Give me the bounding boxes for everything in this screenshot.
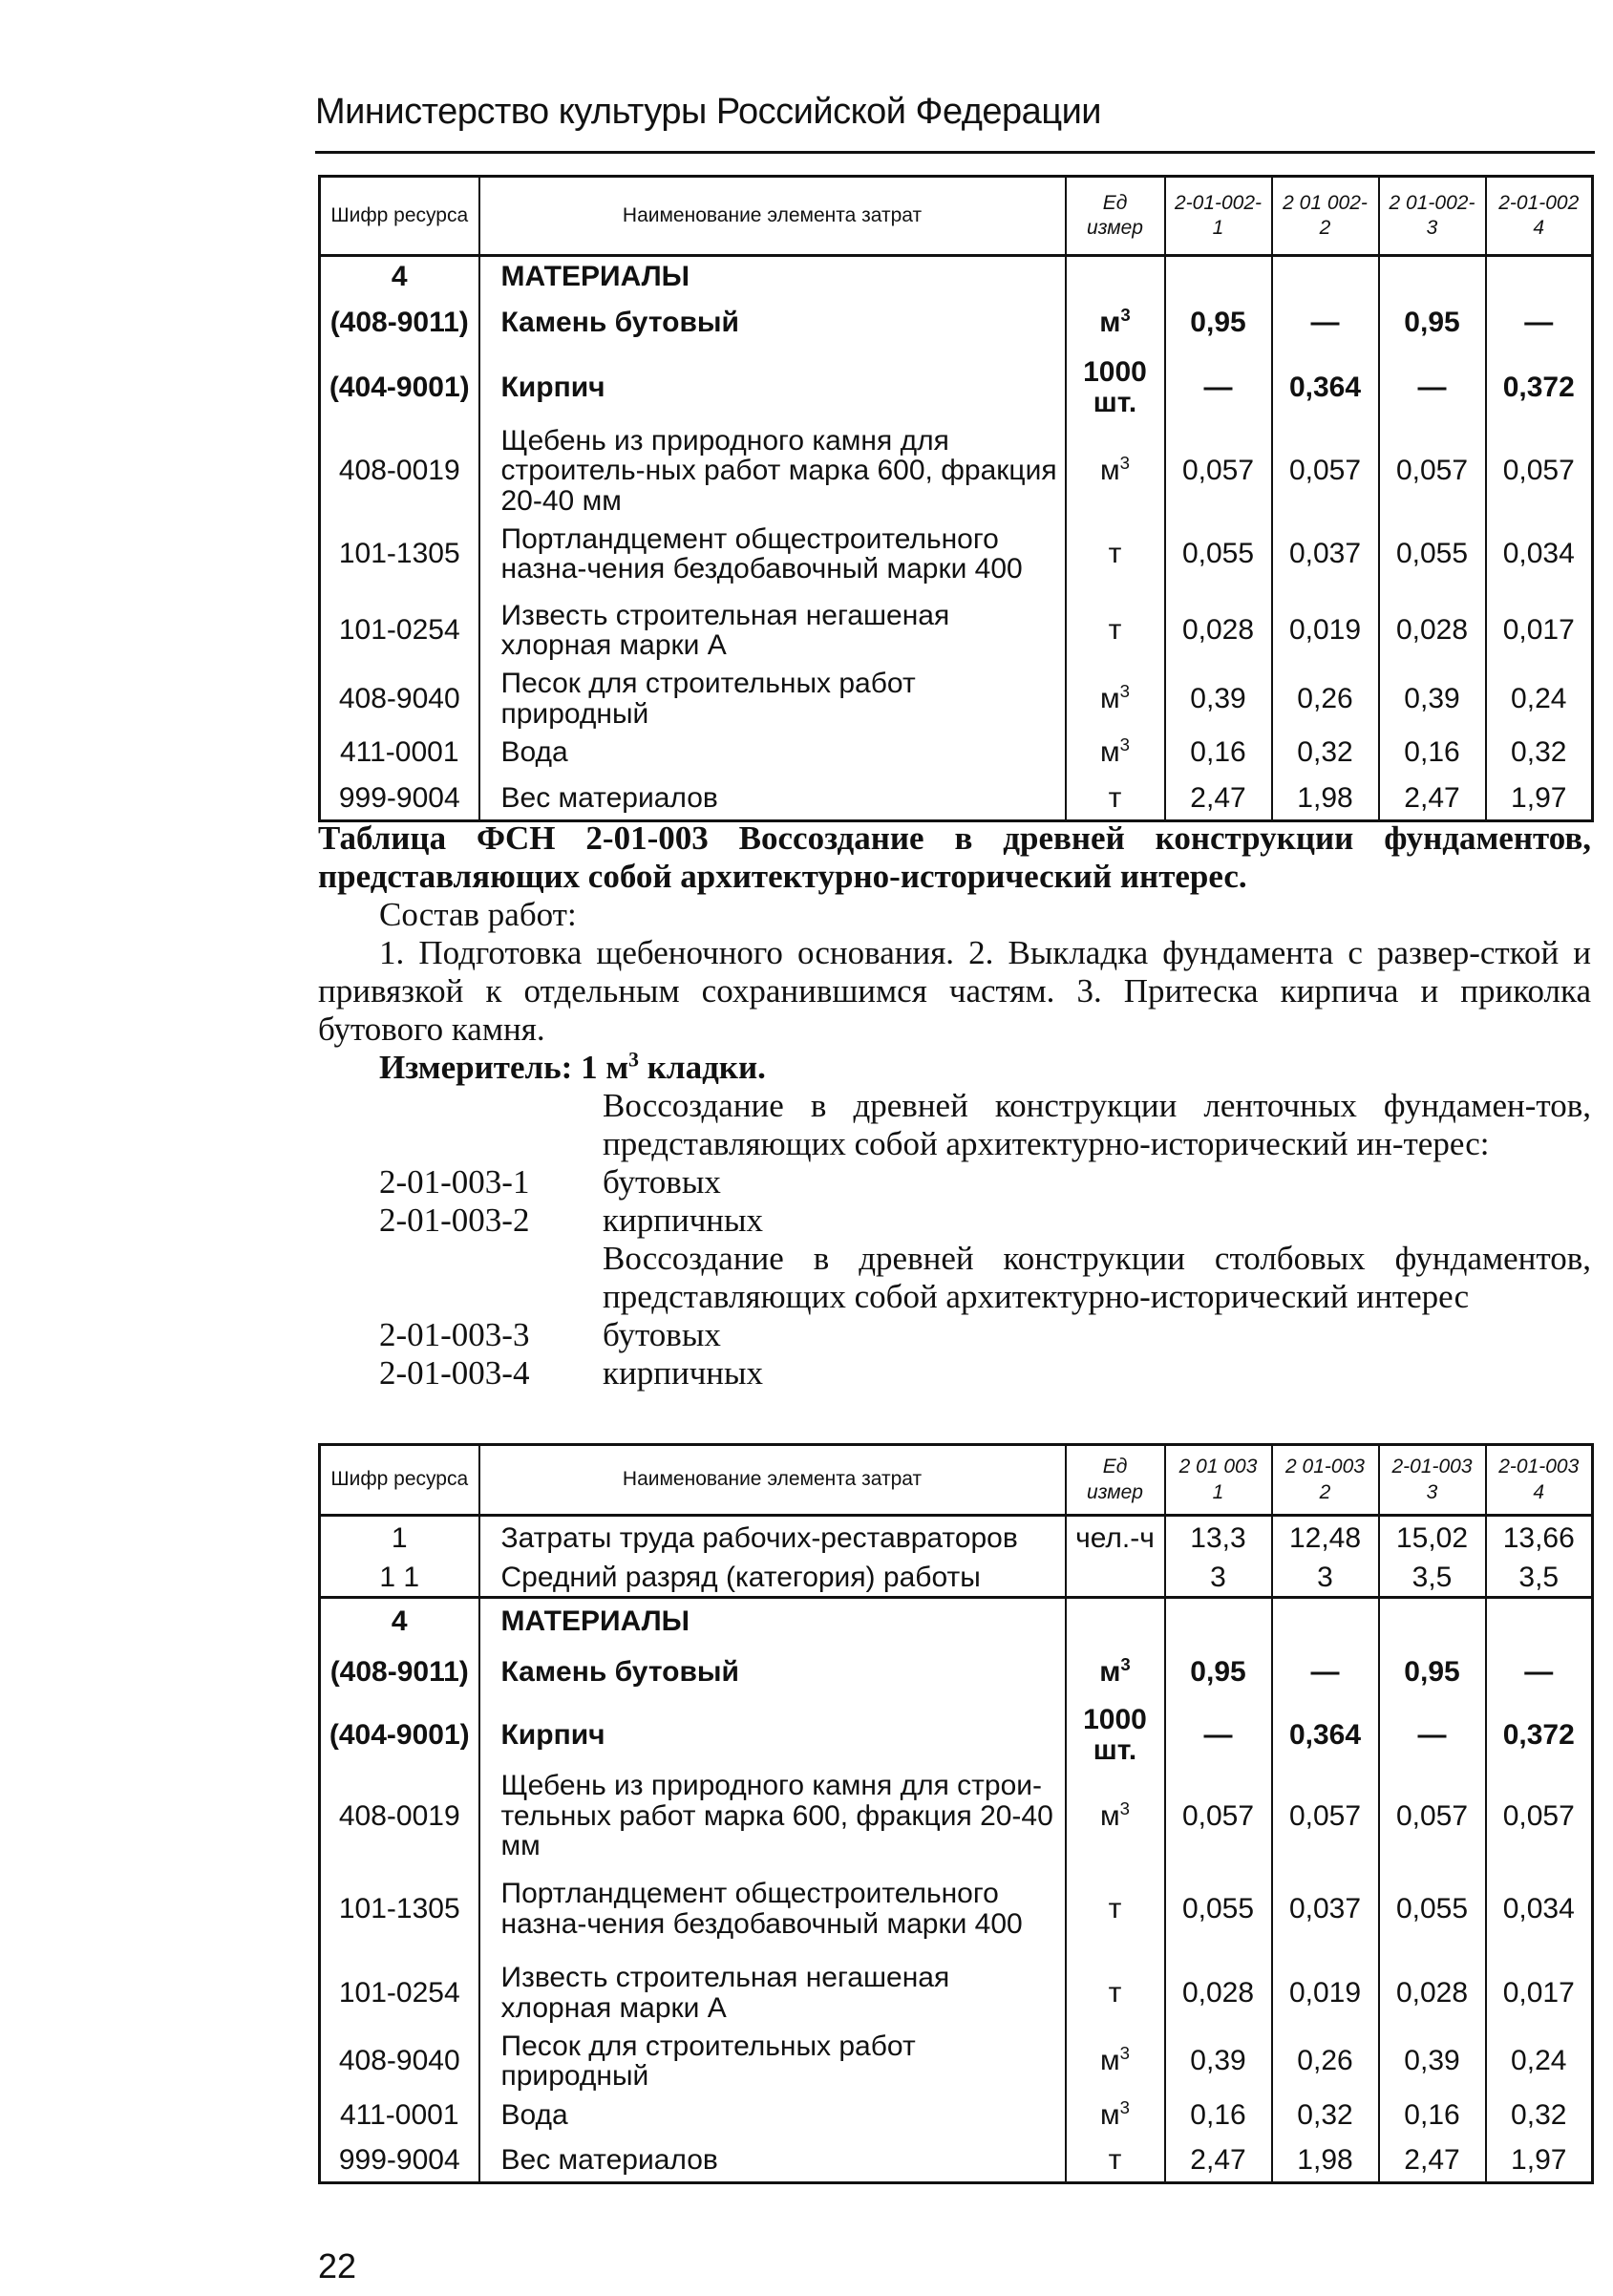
value-col-1: 0,055 <box>1165 516 1272 592</box>
value-col-1: 0,16 <box>1165 729 1272 776</box>
value-col-1: 0,057 <box>1165 1770 1272 1863</box>
resource-unit <box>1066 350 1165 426</box>
resource-name: Вес материалов <box>479 2139 1066 2183</box>
section-title-line1 <box>318 819 1591 858</box>
resource-code: 1 1 <box>320 1560 479 1598</box>
group2-item-label: бутовых <box>603 1316 721 1353</box>
table1-body <box>320 256 1593 821</box>
table-row <box>320 1863 1593 1955</box>
table-row <box>320 296 1593 350</box>
resource-unit <box>1066 592 1165 669</box>
value-col-4: 0,034 <box>1486 516 1593 592</box>
resource-code: 1 <box>320 1516 479 1560</box>
value-col-4: 1,97 <box>1486 2139 1593 2183</box>
value-col-4 <box>1486 256 1593 296</box>
group2-item <box>318 1316 1591 1354</box>
resource-code: 999-9004 <box>320 776 479 820</box>
table-row <box>320 669 1593 729</box>
resource-code: (408-9011) <box>320 1644 479 1701</box>
value-col-2: 3 <box>1272 1560 1379 1598</box>
resource-code: 408-9040 <box>320 669 479 729</box>
header-name: Наименование элемента затрат <box>479 1445 1066 1516</box>
value-col-1: 2,47 <box>1165 776 1272 820</box>
meter-rest: кладки. <box>639 1049 766 1086</box>
unit-text: м <box>1099 306 1121 338</box>
resource-name: Вода <box>479 729 1066 776</box>
header-col-1: 2 01 003 1 <box>1165 1445 1272 1516</box>
value-col-4: 0,24 <box>1486 669 1593 729</box>
section-title-line2: представляющих собой архитектурно-исторический интерес. <box>318 858 1247 895</box>
resource-name: Известь строительная негашеная хлорная марки А <box>479 592 1066 669</box>
header-col-2: 2 01-003 2 <box>1272 1445 1379 1516</box>
resource-unit <box>1066 1598 1165 1644</box>
resource-unit <box>1066 2092 1165 2139</box>
value-col-3: 0,057 <box>1379 1770 1486 1863</box>
value-col-4: 0,24 <box>1486 2031 1593 2092</box>
value-col-2: 0,364 <box>1272 350 1379 426</box>
resource-unit <box>1066 1955 1165 2031</box>
resource-name: Средний разряд (категория) работы <box>479 1560 1066 1598</box>
resource-name: МАТЕРИАЛЫ <box>479 1598 1066 1644</box>
unit-text: м <box>1099 1655 1121 1688</box>
value-col-3: 0,39 <box>1379 2031 1486 2092</box>
value-col-1: 0,057 <box>1165 426 1272 517</box>
meter-label: Измеритель: 1 м <box>379 1049 629 1086</box>
group1-item-label: кирпичных <box>603 1201 764 1239</box>
unit-text: чел.-ч <box>1075 1521 1155 1554</box>
header-code: Шифр ресурса <box>320 1445 479 1516</box>
group2-item-code: 2-01-003-3 <box>379 1316 530 1353</box>
value-col-4 <box>1486 1598 1593 1644</box>
resource-unit <box>1066 1560 1165 1598</box>
header-col-3: 2-01-003 3 <box>1379 1445 1486 1516</box>
resource-unit <box>1066 256 1165 296</box>
value-col-3: 3,5 <box>1379 1560 1486 1598</box>
resource-name: Вес материалов <box>479 776 1066 820</box>
composition-text: 1. Подготовка щебеночного основания. 2. Выкладка фундамента с развер-сткой и привязкой к отдельным сохранившимся частям. 3. Притеска кирпича и приколка бутового камня. <box>318 934 1591 1048</box>
value-col-2: 0,364 <box>1272 1701 1379 1770</box>
value-col-1: 0,95 <box>1165 296 1272 350</box>
unit-text: м <box>1100 455 1120 486</box>
value-col-2: 0,32 <box>1272 729 1379 776</box>
resource-unit <box>1066 1644 1165 1701</box>
resource-name: Кирпич <box>479 350 1066 426</box>
value-col-4: 3,5 <box>1486 1560 1593 1598</box>
value-col-4: 0,32 <box>1486 729 1593 776</box>
resource-code: 411-0001 <box>320 729 479 776</box>
value-col-1 <box>1165 1598 1272 1644</box>
group1-description: Воссоздание в древней конструкции ленточных фундамен-тов, представляющих собой архитектурно-исторический ин-терес: <box>603 1087 1591 1162</box>
resource-unit <box>1066 1516 1165 1560</box>
value-col-4: 0,32 <box>1486 2092 1593 2139</box>
group1-item-code: 2-01-003-1 <box>379 1163 530 1201</box>
table-row <box>320 729 1593 776</box>
resource-name: Вода <box>479 2092 1066 2139</box>
value-col-4: 0,034 <box>1486 1863 1593 1955</box>
resource-code: 408-0019 <box>320 426 479 517</box>
value-col-1: 2,47 <box>1165 2139 1272 2183</box>
value-col-3: 0,055 <box>1379 1863 1486 1955</box>
resource-code: (404-9001) <box>320 1701 479 1770</box>
value-col-1: 0,028 <box>1165 592 1272 669</box>
value-col-2: — <box>1272 296 1379 350</box>
value-col-3 <box>1379 256 1486 296</box>
table-row <box>320 2139 1593 2183</box>
resource-table-2 <box>318 1443 1594 2184</box>
value-col-2 <box>1272 256 1379 296</box>
unit-text: т <box>1108 614 1122 647</box>
value-col-2: 0,26 <box>1272 2031 1379 2092</box>
value-col-1: 0,16 <box>1165 2092 1272 2139</box>
resource-name: Известь строительная негашеная хлорная марки А <box>479 1955 1066 2031</box>
section-title-label: Таблица ФСН 2-01-003 <box>318 819 709 857</box>
table-header-row <box>320 1445 1593 1516</box>
resource-unit <box>1066 2139 1165 2183</box>
value-col-2: 0,26 <box>1272 669 1379 729</box>
group1-item <box>318 1163 1591 1201</box>
table-header-row <box>320 177 1593 256</box>
value-col-1: — <box>1165 350 1272 426</box>
table-row <box>320 1560 1593 1598</box>
group2-description: Воссоздание в древней конструкции столбовых фундаментов, представляющих собой архитектурно-исторический интерес <box>603 1240 1591 1315</box>
table2-labor-body <box>320 1516 1593 1598</box>
value-col-3: 0,16 <box>1379 729 1486 776</box>
resource-unit <box>1066 516 1165 592</box>
value-col-3: 0,057 <box>1379 426 1486 517</box>
resource-unit <box>1066 296 1165 350</box>
resource-code: (404-9001) <box>320 350 479 426</box>
unit-superscript: 3 <box>1119 453 1130 473</box>
value-col-2: — <box>1272 1644 1379 1701</box>
header-unit: Ед измер <box>1066 1445 1165 1516</box>
unit-superscript: 3 <box>1119 1797 1130 1818</box>
value-col-1: 0,055 <box>1165 1863 1272 1955</box>
resource-code: 411-0001 <box>320 2092 479 2139</box>
resource-code: 101-0254 <box>320 592 479 669</box>
value-col-4: — <box>1486 296 1593 350</box>
resource-name: МАТЕРИАЛЫ <box>479 256 1066 296</box>
unit-text: м <box>1100 2045 1120 2077</box>
value-col-2: 0,037 <box>1272 1863 1379 1955</box>
unit-text: т <box>1108 1892 1122 1924</box>
table-row <box>320 256 1593 296</box>
unit-text: м <box>1100 682 1120 714</box>
table-row <box>320 592 1593 669</box>
resource-code: 408-9040 <box>320 2031 479 2092</box>
value-col-4: 0,057 <box>1486 426 1593 517</box>
composition-label: Состав работ: <box>379 896 577 933</box>
resource-code: (408-9011) <box>320 296 479 350</box>
header-rule <box>315 151 1595 154</box>
resource-name: Затраты труда рабочих-реставраторов <box>479 1516 1066 1560</box>
group2-item-code: 2-01-003-4 <box>379 1354 530 1392</box>
value-col-4: — <box>1486 1644 1593 1701</box>
value-col-3: 15,02 <box>1379 1516 1486 1560</box>
table-row <box>320 1955 1593 2031</box>
value-col-1: 0,028 <box>1165 1955 1272 2031</box>
unit-text: 1000 шт. <box>1083 356 1147 418</box>
resource-table-1 <box>318 175 1594 822</box>
table-row <box>320 1644 1593 1701</box>
group1-item <box>318 1201 1591 1240</box>
value-col-4: 0,372 <box>1486 1701 1593 1770</box>
value-col-2: 0,037 <box>1272 516 1379 592</box>
resource-code: 101-0254 <box>320 1955 479 2031</box>
value-col-4: 0,372 <box>1486 350 1593 426</box>
resource-name: Песок для строительных работ природный <box>479 669 1066 729</box>
table-row <box>320 350 1593 426</box>
table-row <box>320 1770 1593 1863</box>
resource-code: 101-1305 <box>320 516 479 592</box>
value-col-1: 3 <box>1165 1560 1272 1598</box>
table-row <box>320 1516 1593 1560</box>
table-row <box>320 516 1593 592</box>
unit-superscript: 3 <box>1119 2096 1130 2117</box>
value-col-3: 2,47 <box>1379 2139 1486 2183</box>
value-col-2: 0,057 <box>1272 1770 1379 1863</box>
header-code: Шифр ресурса <box>320 177 479 256</box>
header-col-2: 2 01 002-2 <box>1272 177 1379 256</box>
value-col-3: 0,95 <box>1379 296 1486 350</box>
table-row <box>320 2092 1593 2139</box>
unit-text: т <box>1108 781 1122 814</box>
value-col-1: 0,39 <box>1165 2031 1272 2092</box>
page-header: Министерство культуры Российской Федерации <box>315 92 1102 132</box>
unit-text: т <box>1108 1976 1122 2009</box>
meter-sup: 3 <box>628 1048 640 1072</box>
resource-code: 101-1305 <box>320 1863 479 1955</box>
value-col-3: — <box>1379 1701 1486 1770</box>
value-col-2: 1,98 <box>1272 776 1379 820</box>
value-col-4: 1,97 <box>1486 776 1593 820</box>
resource-unit <box>1066 1863 1165 1955</box>
meter-line <box>318 1049 1591 1087</box>
value-col-3: — <box>1379 350 1486 426</box>
resource-unit <box>1066 669 1165 729</box>
unit-superscript: 3 <box>1120 304 1131 325</box>
resource-name: Портландцемент общестроительного назна-чения бездобавочный марки 400 <box>479 1863 1066 1955</box>
resource-name: Кирпич <box>479 1701 1066 1770</box>
resource-unit <box>1066 1770 1165 1863</box>
value-col-2 <box>1272 1598 1379 1644</box>
value-col-2: 1,98 <box>1272 2139 1379 2183</box>
unit-text: м <box>1100 2098 1120 2131</box>
resource-unit <box>1066 729 1165 776</box>
unit-text: т <box>1108 538 1122 570</box>
resource-name: Щебень из природного камня для строитель-ных работ марка 600, фракция 20-40 мм <box>479 426 1066 517</box>
unit-superscript: 3 <box>1119 734 1130 755</box>
resource-code: 408-0019 <box>320 1770 479 1863</box>
unit-text: т <box>1108 2144 1122 2176</box>
resource-code: 999-9004 <box>320 2139 479 2183</box>
unit-superscript: 3 <box>1119 2043 1130 2064</box>
value-col-4: 13,66 <box>1486 1516 1593 1560</box>
unit-superscript: 3 <box>1119 680 1130 701</box>
header-name: Наименование элемента затрат <box>479 177 1066 256</box>
table-row <box>320 776 1593 820</box>
value-col-2: 0,32 <box>1272 2092 1379 2139</box>
table-row <box>320 2031 1593 2092</box>
value-col-4: 0,017 <box>1486 592 1593 669</box>
resource-name: Портландцемент общестроительного назна-чения бездобавочный марки 400 <box>479 516 1066 592</box>
value-col-2: 12,48 <box>1272 1516 1379 1560</box>
header-unit: Ед измер <box>1066 177 1165 256</box>
value-col-3: 2,47 <box>1379 776 1486 820</box>
unit-text: 1000 шт. <box>1083 1704 1147 1766</box>
value-col-3 <box>1379 1598 1486 1644</box>
value-col-3: 0,055 <box>1379 516 1486 592</box>
resource-unit <box>1066 776 1165 820</box>
value-col-3: 0,39 <box>1379 669 1486 729</box>
table2-materials-body <box>320 1598 1593 2183</box>
header-col-4: 2-01-003 4 <box>1486 1445 1593 1516</box>
unit-superscript: 3 <box>1120 1653 1131 1674</box>
table-row <box>320 1598 1593 1644</box>
section-title-rest: Воссоздание в древней конструкции фундаментов, <box>738 819 1591 857</box>
group1-item-code: 2-01-003-2 <box>379 1201 530 1239</box>
value-col-4: 0,057 <box>1486 1770 1593 1863</box>
value-col-3: 0,95 <box>1379 1644 1486 1701</box>
page-number: 22 <box>318 2246 357 2285</box>
resource-code: 4 <box>320 1598 479 1644</box>
table-row <box>320 426 1593 517</box>
group1-item-label: бутовых <box>603 1163 721 1201</box>
value-col-4: 0,017 <box>1486 1955 1593 2031</box>
value-col-3: 0,16 <box>1379 2092 1486 2139</box>
header-col-1: 2-01-002-1 <box>1165 177 1272 256</box>
resource-name: Песок для строительных работ природный <box>479 2031 1066 2092</box>
header-col-3: 2 01-002-3 <box>1379 177 1486 256</box>
value-col-1: 0,39 <box>1165 669 1272 729</box>
value-col-3: 0,028 <box>1379 592 1486 669</box>
value-col-1: 0,95 <box>1165 1644 1272 1701</box>
resource-unit <box>1066 2031 1165 2092</box>
value-col-1 <box>1165 256 1272 296</box>
resource-unit <box>1066 426 1165 517</box>
group2-item <box>318 1354 1591 1392</box>
section-text <box>318 819 1591 1392</box>
value-col-1: — <box>1165 1701 1272 1770</box>
group2-item-label: кирпичных <box>603 1354 764 1392</box>
value-col-2: 0,057 <box>1272 426 1379 517</box>
unit-text: м <box>1100 736 1120 769</box>
value-col-2: 0,019 <box>1272 1955 1379 2031</box>
value-col-1: 13,3 <box>1165 1516 1272 1560</box>
resource-name: Щебень из природного камня для строи-тельных работ марка 600, фракция 20-40 мм <box>479 1770 1066 1863</box>
resource-unit <box>1066 1701 1165 1770</box>
resource-name: Камень бутовый <box>479 1644 1066 1701</box>
resource-name: Камень бутовый <box>479 296 1066 350</box>
value-col-2: 0,019 <box>1272 592 1379 669</box>
header-col-4: 2-01-002 4 <box>1486 177 1593 256</box>
resource-code: 4 <box>320 256 479 296</box>
table-row <box>320 1701 1593 1770</box>
value-col-3: 0,028 <box>1379 1955 1486 2031</box>
unit-text: м <box>1100 1799 1120 1832</box>
